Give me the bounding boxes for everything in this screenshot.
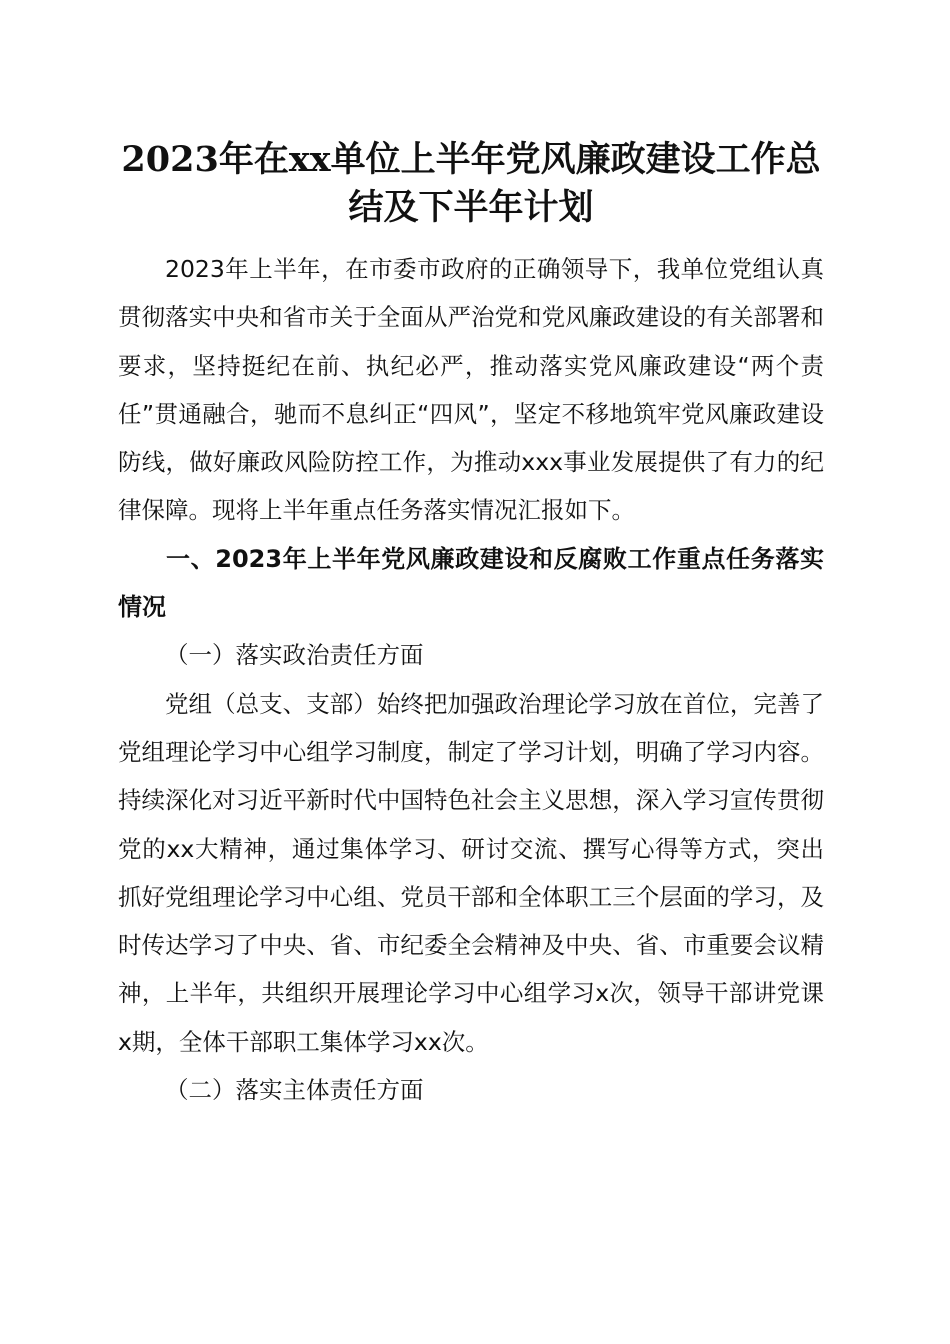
document-body [118, 245, 824, 1114]
intro-paragraph: 2023年上半年，在市委市政府的正确领导下，我单位党组认真贯彻落实中央和省市关于全面从严治党和党风廉政建设的有关部署和要求，坚持挺纪在前、执纪必严，推动落实党风廉政建设“两个责任”贯通融合，驰而不息纠正“四风”，坚定不移地筑牢党风廉政建设防线，做好廉政风险防控工作，为推动xxx事业发展提供了有力的纪律保障。现将上半年重点任务落实情况汇报如下。 [118, 255, 824, 525]
political-responsibility-paragraph: 党组（总支、支部）始终把加强政治理论学习放在首位，完善了党组理论学习中心组学习制度，制定了学习计划，明确了学习内容。持续深化对习近平新时代中国特色社会主义思想，深入学习宣传贯彻党的xx大精神，通过集体学习、研讨交流、撰写心得等方式，突出抓好党组理论学习中心组、党员干部和全体职工三个层面的学习，及时传达学习了中央、省、市纪委全会精神及中央、省、市重要会议精神，上半年，共组织开展理论学习中心组学习x次，领导干部讲党课x期，全体干部职工集体学习xx次。 [118, 689, 824, 1056]
section-heading-1: 一、2023年上半年党风廉政建设和反腐败工作重点任务落实情况 [118, 544, 824, 622]
document-title: 2023年在xx单位上半年党风廉政建设工作总结及下半年计划 [121, 139, 821, 228]
subsection-heading-main-responsibility: （二）落实主体责任方面 [165, 1076, 424, 1105]
subsection-heading-political-responsibility: （一）落实政治责任方面 [165, 641, 424, 670]
